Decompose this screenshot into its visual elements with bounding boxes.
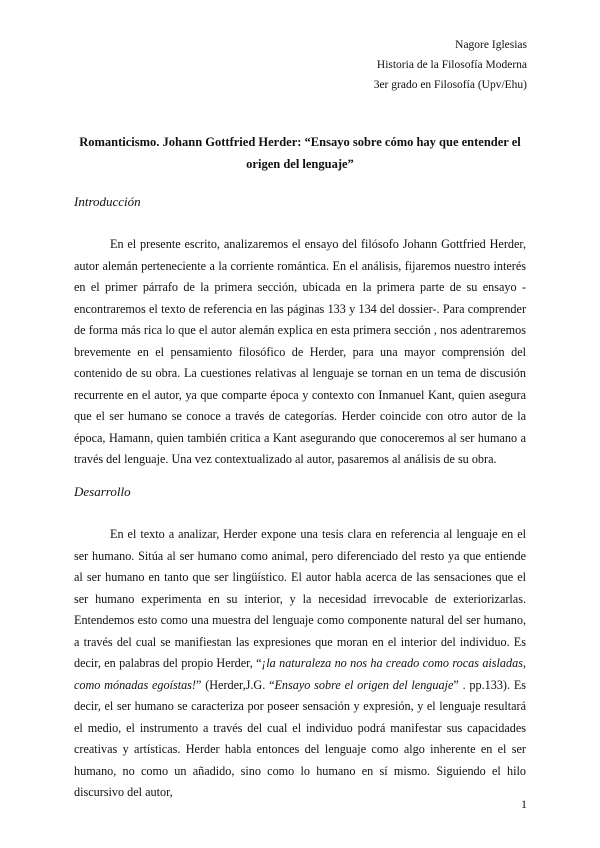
page-number: 1 xyxy=(521,797,527,811)
development-body xyxy=(74,524,526,804)
development-text-1: En el texto a analizar, Herder expone una tesis clara en referencia al lenguaje en el ser humano. Sitúa al ser humano como animal, pero diferenciado del resto ya que entiende al ser humano en tanto que ser lingüístico. El autor habla acerca de las sensaciones que el ser humano experimenta en su interior, y la necesidad irrevocable de exteriorizarlas. Entendemos esto como una muestra del lenguaje como componente natural del ser humano, a través del cual se manifiestan las expresiones que moran en el interior del individuo. Es decir, en palabras del propio Herder, “ xyxy=(74,527,526,670)
intro-paragraph: En el presente escrito, analizaremos el ensayo del filósofo Johann Gottfried Herder, autor alemán perteneciente a la corriente romántica. En el análisis, fijaremos nuestro interés en el primer párrafo de la primera sección, ubicada en la primera parte de su ensayo -encontraremos el texto de referencia en las páginas 133 y 134 del dossier-. Para comprender de forma más rica lo que el autor alemán explica en esta primera sección , nos adentraremos brevemente en el pensamiento filosófico de Herder, para una mayor comprensión del contenido de su obra. La cuestiones relativas al lenguaje se tornan en un tema de discusión recurrente en el autor, ya que comparte época y contexto con Inmanuel Kant, quien asegura que el ser humano se conoce a través de categorías. Herder coincide con otro autor de la época, Hamann, quien también critica a Kant asegurando que conoceremos al ser humano a través del lenguaje. Una vez contextualizado al autor, pasaremos al análisis de su obra. xyxy=(74,237,526,466)
development-heading: Desarrollo xyxy=(74,484,131,499)
document-title: Romanticismo. Johann Gottfried Herder: “Ensayo sobre cómo hay que entender el origen del lenguaje” xyxy=(79,135,521,171)
page-header xyxy=(374,35,527,95)
development-text-2: ” (Herder,J.G. “ xyxy=(196,677,275,692)
course-name: Historia de la Filosofía Moderna xyxy=(376,59,527,71)
development-paragraph xyxy=(74,524,526,804)
degree-name: 3er grado en Filosofía (Upv/Ehu) xyxy=(373,79,527,91)
development-text-3: ” . pp.133). Es decir, el ser humano se caracteriza por poseer sensación y expresión, y el lenguaje resultará el medio, el instrumento a través del cual el individuo podrá manifestar sus capacidades creativas y artísticas. Herder habla entonces del lenguaje como algo inherente en el ser humano, no como un añadido, sino como lo humano en sí mismo. Siguiendo el hilo discursivo del autor, xyxy=(74,677,527,799)
intro-body xyxy=(74,234,526,471)
work-title: Ensayo sobre el origen del lenguaje xyxy=(274,677,454,692)
intro-heading: Introducción xyxy=(74,194,141,209)
herder-quote: ¡la naturaleza no nos ha creado como rocas aisladas, como mónadas egoístas! xyxy=(74,656,526,692)
author-name: Nagore Iglesias xyxy=(455,39,527,51)
